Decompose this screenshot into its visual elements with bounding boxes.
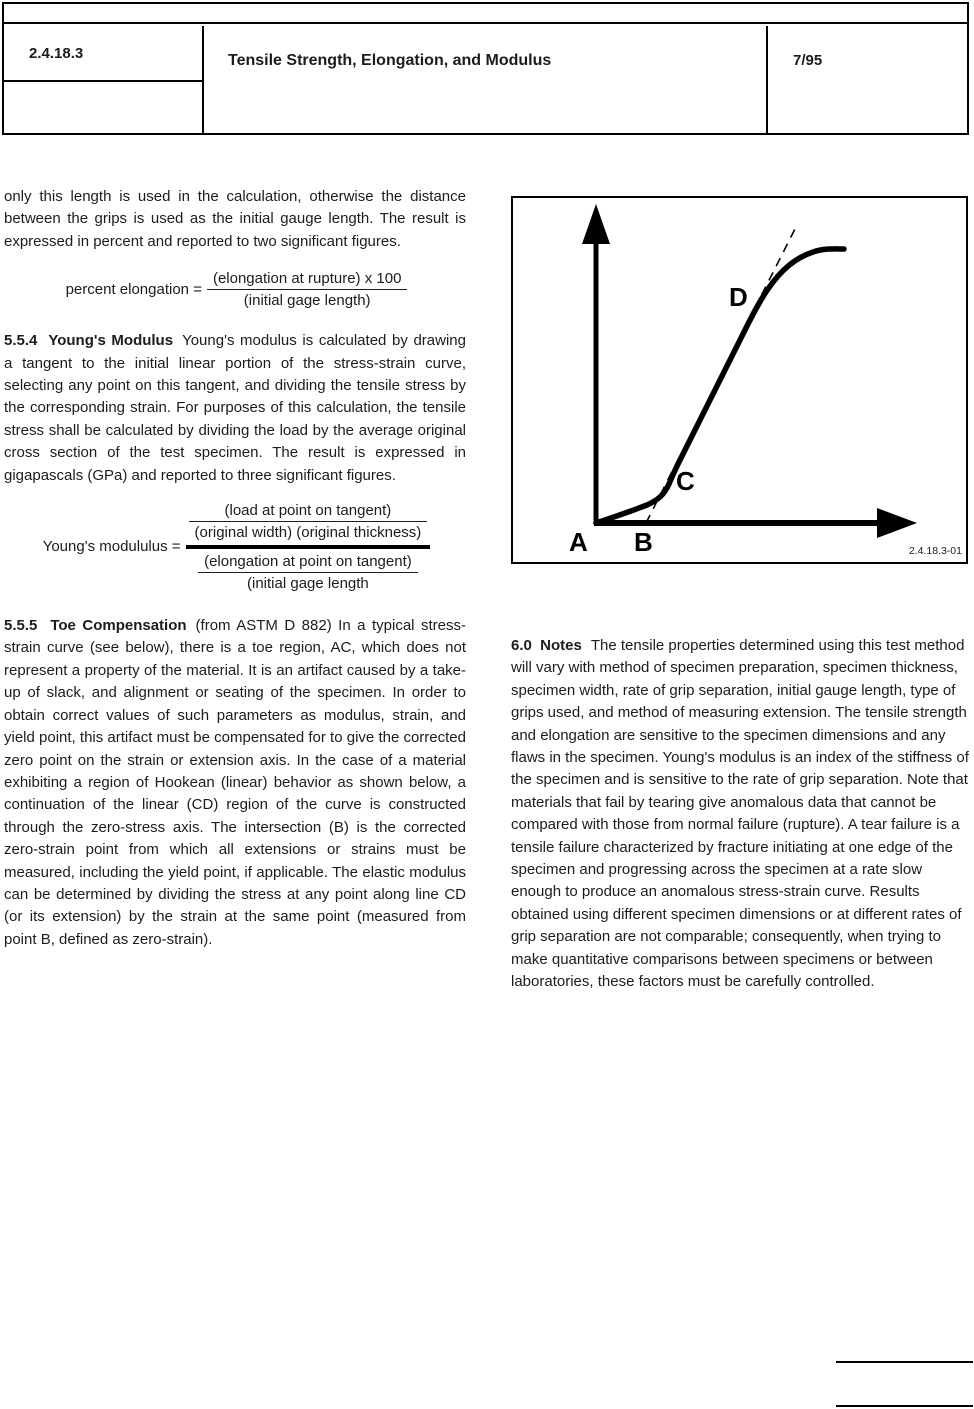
fraction-denominator: (initial gage length): [243, 292, 371, 310]
percent-elongation-formula: [4, 269, 466, 310]
denominator-top: (elongation at point on tangent): [204, 553, 412, 571]
stress-strain-figure: [511, 196, 968, 564]
page-header-table: [2, 2, 969, 135]
x-axis-arrow-icon: [877, 508, 917, 538]
formula-lhs: percent elongation =: [65, 280, 202, 298]
section-5-5-4-paragraph: [4, 330, 466, 487]
numerator-top: (load at point on tangent): [224, 502, 392, 520]
point-label-a: A: [569, 527, 588, 557]
footer-rule-bottom: [836, 1405, 973, 1407]
section-5-5-4-heading: 5.5.4 Young's Modulus: [4, 332, 174, 350]
youngs-modulus-formula: [4, 501, 466, 593]
footer-rule-top: [836, 1361, 973, 1363]
header-cell-date: [768, 26, 967, 133]
section-6-0-body: The tensile properties determined using this test method will vary with method of specimen preparation, specimen thickness, specimen width, rate of grip separation, initial gauge length, type of grips used, and method of measuring extension. The tensile strength and elongation are sensitive to the specimen dimensions and any flaws in the specimen. Young's modulus is an index of the stiffness of the specimen and is sensitive to the rate of grip separation. Note that materials that fail by tearing give anomalous data that cannot be compared with those from normal failure (rupture). A tear failure is a tensile failure characterized by fracture initiating at one edge of the specimen and progressing across the specimen at a rate slow enough to produce an anomalous stress-strain curve. Results obtained using different specimen dimensions or at different rates of grip separation are not comparable; consequently, when trying to make quantitative comparisons between specimens or between laboratories, these factors must be carefully controlled.: [511, 637, 969, 991]
header-section-subrow: [4, 26, 202, 82]
stress-strain-curve-svg: [513, 198, 966, 562]
compound-fraction: [189, 501, 428, 593]
section-5-5-5-heading: 5.5.5 Toe Compensation: [4, 617, 187, 635]
numerator-bottom: (original width) (original thickness): [194, 524, 422, 542]
denominator-fraction: [198, 552, 418, 593]
stress-strain-curve: [596, 249, 844, 523]
revision-date: 7/95: [793, 52, 823, 69]
header-row: [4, 26, 967, 133]
point-label-b: B: [634, 527, 653, 557]
section-5-5-5-body: (from ASTM D 882) In a typical stress-strain curve (see below), there is a toe region, AC, which does not represent a property of the material. It is an artifact caused by a take-up of slack, and alignment or seating of the specimen. In order to obtain correct values of such parameters as modulus, strain, and yield point, this artifact must be compensated for to give the corrected zero point on the strain or extension axis. In the case of a material exhibiting a region of Hookean (linear) behavior as shown below, a continuation of the linear (CD) region of the curve is constructed through the zero-stress axis. The intersection (B) is the corrected zero-strain point from which all extensions or strains must be measured, including the yield point, if applicable. The elastic modulus can be determined by dividing the stress at any point along line CD (or its extension) by the strain at the same point (measured from point B, defined as zero-strain).: [4, 617, 466, 948]
numerator-bar: [189, 521, 428, 522]
right-column: [511, 620, 973, 1009]
point-label-d: D: [729, 282, 748, 312]
section-6-0-paragraph: [511, 635, 973, 994]
figure-id: 2.4.18.3-01: [908, 545, 962, 557]
section-6-0-heading: 6.0 Notes: [511, 637, 582, 654]
numerator-fraction: [189, 501, 428, 542]
section-number: 2.4.18.3: [29, 44, 84, 62]
fraction: [210, 269, 404, 310]
section-5-5-4-body: Young's modulus is calculated by drawing a tangent to the initial linear portion of the stress-strain curve, selecting any point on this tangent, and dividing the tensile stress by the corresponding strain. For purposes of this calculation, the tensile stress shall be calculated by dividing the load by the average original cross section of the test specimen. The result is expressed in gigapascals (GPa) and reported to three significant figures.: [4, 332, 466, 484]
main-fraction-bar: [186, 545, 431, 549]
denominator-bottom: (initial gage length: [247, 575, 369, 593]
fraction-numerator: (elongation at rupture) x 100: [212, 270, 402, 288]
header-top-strip: [4, 4, 967, 24]
section-5-5-5-paragraph: [4, 615, 466, 951]
intro-paragraph: only this length is used in the calculation, otherwise the distance between the grips is used as the initial gauge length. The result is expressed in percent and reported to two significant figures.: [4, 188, 466, 250]
point-label-c: C: [676, 466, 695, 496]
formula-lhs: Young's modululus =: [42, 537, 181, 555]
left-column: [4, 186, 466, 951]
header-cell-title: [204, 26, 768, 133]
denominator-bar: [198, 572, 418, 573]
header-cell-section: [4, 26, 204, 133]
page-title: Tensile Strength, Elongation, and Modulus: [228, 52, 552, 69]
y-axis-arrow-icon: [582, 204, 610, 244]
fraction-bar: [207, 289, 407, 290]
